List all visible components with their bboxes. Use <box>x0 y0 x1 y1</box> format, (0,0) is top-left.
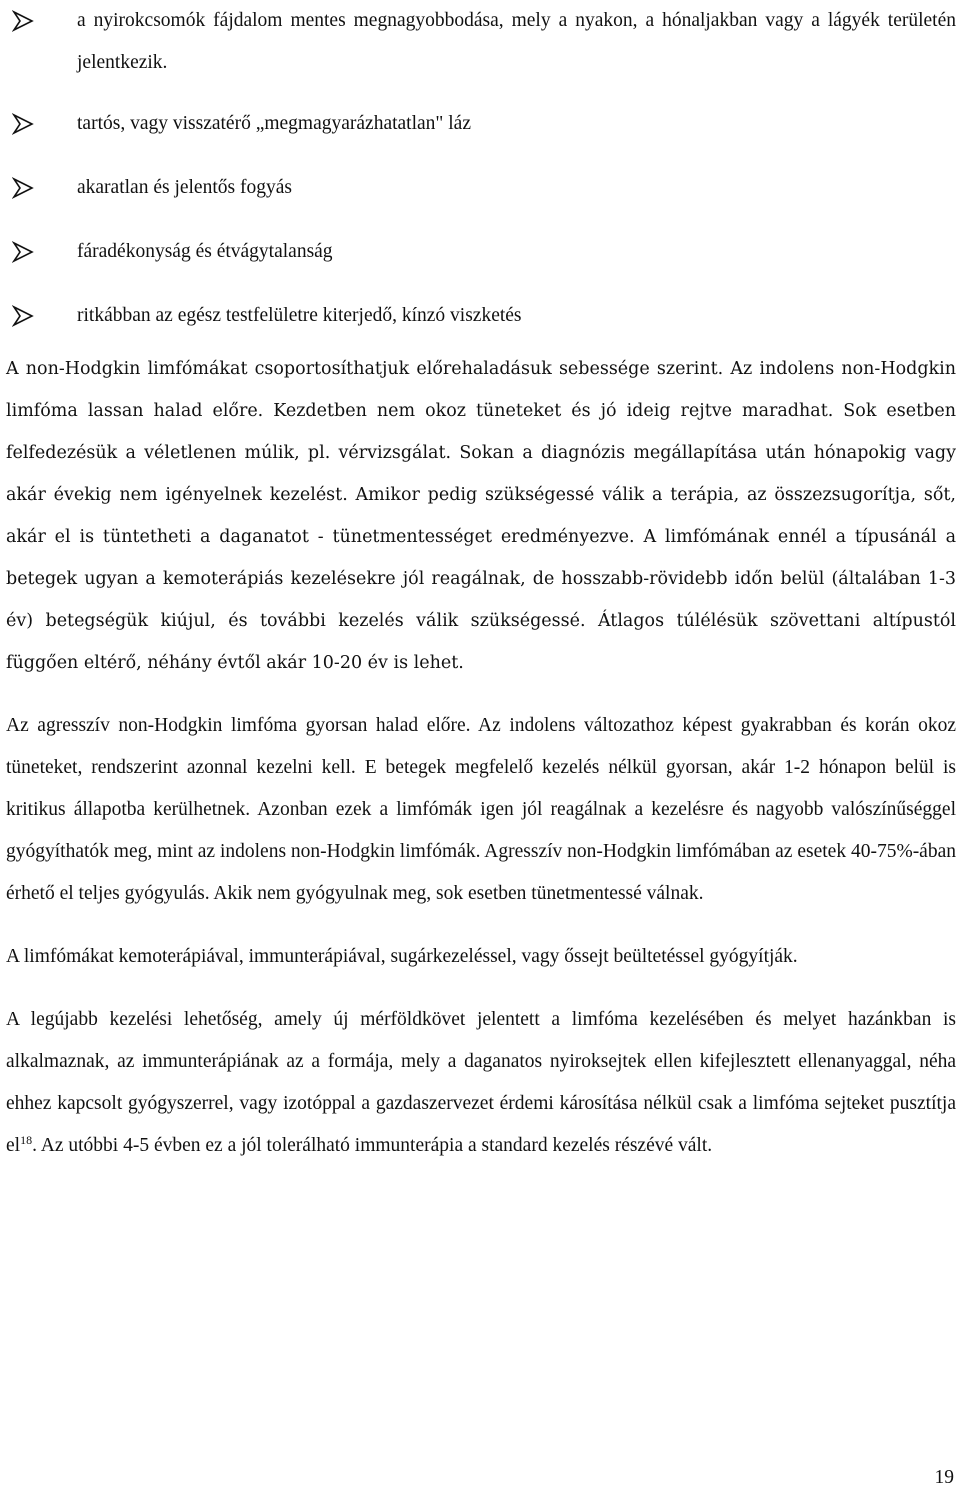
arrowhead-bullet-icon <box>12 113 34 135</box>
list-item-text: ritkábban az egész testfelületre kiterjedő, kínzó viszketés <box>77 305 522 326</box>
list-item-text: a nyirokcsomók fájdalom mentes megnagyobbodása, mely a nyakon, a hónaljakban vagy a lágyék területén jelentkezik. <box>77 10 956 73</box>
list-item-text: fáradékonyság és étvágytalanság <box>77 241 333 262</box>
paragraph-text: A legújabb kezelési lehetőség, amely új mérföldkövet jelentett a limfóma kezelésében és melyet hazánkban is alkalmaznak, az immunterápiának az a formája, mely a daganatos nyiroksejtek ellen kifejlesztett ellenanyaggal, néha ehhez kapcsolt gyógyszerrel, vagy izotóppal a gazdaszervezet érdemi károsítása nélkül csak a limfóma sejteket pusztítja el <box>6 1009 956 1156</box>
paragraph-aggressive-nhl: Az agresszív non-Hodgkin limfóma gyorsan halad előre. Az indolens változathoz képest gyakrabban és korán okoz tüneteket, rendszerint azonnal kezelni kell. E betegek megfelelő kezelés nélkül gyorsan, akár 1-2 hónapon belül is kritikus állapotba kerülhetnek. Azonban ezek a limfómák igen jól reagálnak a kezelésre és nagyobb valószínűséggel gyógyíthatók meg, mint az indolens non-Hodgkin limfómák. Agresszív non-Hodgkin limfómában az esetek 40-75%-ában érhető el teljes gyógyulás. Akik nem gyógyulnak meg, sok esetben tünetmentessé válnak. <box>6 715 956 904</box>
arrowhead-bullet-icon <box>12 177 34 199</box>
list-item-text: akaratlan és jelentős fogyás <box>77 177 292 198</box>
page-number: 19 <box>934 1467 954 1488</box>
list-item <box>6 0 956 84</box>
list-item <box>6 171 956 204</box>
arrowhead-bullet-icon <box>12 241 34 263</box>
list-item <box>6 299 956 332</box>
symptom-list <box>6 0 956 332</box>
paragraph-immunotherapy <box>6 999 956 1167</box>
document-page <box>6 0 956 1167</box>
paragraph-text: . Az utóbbi 4-5 évben ez a jól tolerálható immunterápia a standard kezelés részévé vált. <box>32 1135 713 1156</box>
list-item <box>6 107 956 140</box>
arrowhead-bullet-icon <box>12 10 34 32</box>
paragraph-treatment-options: A limfómákat kemoterápiával, immunterápiával, sugárkezeléssel, vagy őssejt beültetéssel gyógyítják. <box>6 946 798 967</box>
list-item-text: tartós, vagy visszatérő „megmagyarázhatatlan" láz <box>77 113 471 134</box>
footnote-reference[interactable]: 18 <box>20 1133 33 1147</box>
paragraph-indolent-nhl: A non-Hodgkin limfómákat csoportosíthatjuk előrehaladásuk sebessége szerint. Az indolens non-Hodgkin limfóma lassan halad előre. Kezdetben nem okoz tüneteket és jó ideig rejtve maradhat. Sok esetben felfedezésük a véletlenen múlik, pl. vérvizsgálat. Sokan a diagnózis megállapítása után hónapokig vagy akár évekig nem igényelnek kezelést. Amikor pedig szükségessé válik a terápia, az összezsugorítja, sőt, akár el is tüntetheti a daganatot - tünetmentességet eredményezve. A limfómának ennél a típusánál a betegek ugyan a kemoterápiás kezelésekre jól reagálnak, de hosszabb-rövidebb időn belül (általában 1-3 év) betegségük kiújul, és további kezelés válik szükségessé. Átlagos túlélésük szövettani altípustól függően eltérő, néhány évtől akár 10-20 év is lehet. <box>6 359 956 673</box>
arrowhead-bullet-icon <box>12 305 34 327</box>
list-item <box>6 235 956 268</box>
